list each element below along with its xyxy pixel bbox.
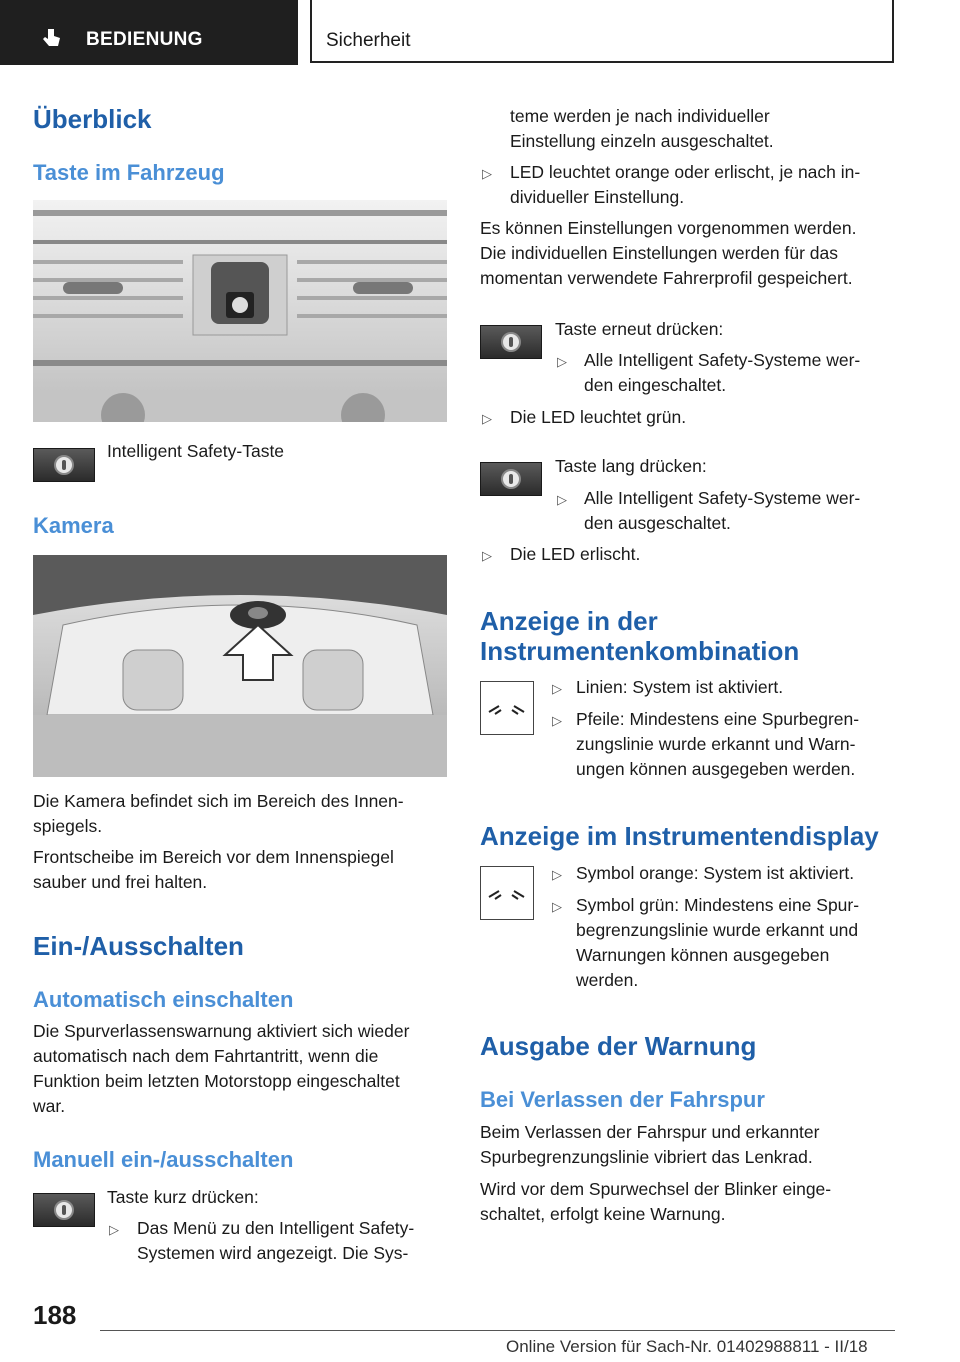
verlassen-text-4: schaltet, erfolgt keine Warnung. xyxy=(480,1204,726,1224)
bullet-icon: ▷ xyxy=(552,867,562,882)
verlassen-text-2: Spurbegrenzungslinie vibriert das Lenkrad. xyxy=(480,1147,813,1167)
bullet-icon: ▷ xyxy=(109,1222,119,1237)
verlassen-text-3: Wird vor dem Spurwechsel der Blinker einge- xyxy=(480,1179,832,1199)
led-aus-text: Die LED erlischt. xyxy=(510,544,641,564)
anzeige1-bullet-1: Linien: System ist aktiviert. xyxy=(576,677,784,697)
anzeige1-bullet-2a: Pfeile: Mindestens eine Spurbegren- xyxy=(576,709,860,729)
taste-caption: Intelligent Safety-Taste xyxy=(107,441,285,461)
heading-anzeige-kombi-b: Instrumentenkombination xyxy=(480,636,800,666)
heading-anzeige-kombi-a: Anzeige in der xyxy=(480,606,658,636)
lane-lines-icon xyxy=(480,681,534,735)
heading-taste: Taste im Fahrzeug xyxy=(33,160,225,185)
heading-ein-aus: Ein-/Ausschalten xyxy=(33,931,244,961)
auto-text-1: Die Spurverlassenswarnung aktiviert sich wieder xyxy=(33,1021,410,1041)
footer-text: Online Version für Sach-Nr. 01402988811 - II/18 xyxy=(506,1337,868,1356)
chapter-tab[interactable] xyxy=(0,0,298,65)
kamera-text-2a: Frontscheibe im Bereich vor dem Innenspiegel xyxy=(33,847,394,867)
anzeige1-bullet-2b: zungslinie wurde erkannt und Warn- xyxy=(576,734,856,754)
anzeige2-bullet-1: Symbol orange: System ist aktiviert. xyxy=(576,863,855,883)
kamera-text-1a: Die Kamera befindet sich im Bereich des Innen- xyxy=(33,791,404,811)
settings-text-1: Es können Einstellungen vorgenommen werden. xyxy=(480,218,857,238)
bullet-icon: ▷ xyxy=(482,548,492,563)
settings-text-2: Die individuellen Einstellungen werden für das xyxy=(480,243,838,263)
bullet-icon: ▷ xyxy=(557,492,567,507)
erneut-caption: Taste erneut drücken: xyxy=(555,319,724,339)
anzeige2-bullet-2a: Symbol grün: Mindestens eine Spur- xyxy=(576,895,860,915)
anzeige2-bullet-2b: begrenzungslinie wurde erkannt und xyxy=(576,920,859,940)
verlassen-text-1: Beim Verlassen der Fahrspur und erkannter xyxy=(480,1122,820,1142)
settings-text-3: momentan verwendete Fahrerprofil gespeichert. xyxy=(480,268,853,288)
chapter-title: BEDIENUNG xyxy=(86,29,203,50)
bullet-icon: ▷ xyxy=(482,166,492,181)
heading-verlassen: Bei Verlassen der Fahrspur xyxy=(480,1087,765,1112)
heading-manuell: Manuell ein-/ausschalten xyxy=(33,1147,294,1172)
manuell-caption: Taste kurz drücken: xyxy=(107,1187,259,1207)
anzeige1-bullet-2c: ungen können ausgegeben werden. xyxy=(576,759,856,779)
topic-title: Sicherheit xyxy=(326,30,411,51)
lang-caption: Taste lang drücken: xyxy=(555,456,707,476)
lane-lines-icon xyxy=(480,866,534,920)
kamera-text-2b: sauber und frei halten. xyxy=(33,872,208,892)
led-text-b: dividueller Einstellung. xyxy=(510,187,685,207)
anzeige2-bullet-2d: werden. xyxy=(576,970,639,990)
kamera-text-1b: spiegels. xyxy=(33,816,103,836)
heading-kamera: Kamera xyxy=(33,513,114,538)
heading-ueberblick: Überblick xyxy=(33,104,152,134)
safety-button-image xyxy=(480,462,542,496)
auto-text-3: Funktion beim letzten Motorstopp eingeschaltet xyxy=(33,1071,400,1091)
manuell-bullet-1a: Das Menü zu den Intelligent Safety- xyxy=(137,1218,415,1238)
erneut-bullet-a: Alle Intelligent Safety-Systeme wer- xyxy=(584,350,861,370)
lang-bullet-b: den ausgeschaltet. xyxy=(584,513,731,533)
bullet-icon: ▷ xyxy=(552,681,562,696)
anzeige2-bullet-2c: Warnungen können ausgegeben xyxy=(576,945,830,965)
bullet-icon: ▷ xyxy=(482,411,492,426)
bullet-icon: ▷ xyxy=(552,713,562,728)
safety-button-image xyxy=(33,1193,95,1227)
bullet-icon: ▷ xyxy=(557,354,567,369)
heading-automatisch: Automatisch einschalten xyxy=(33,987,294,1012)
bullet-icon: ▷ xyxy=(552,899,562,914)
lang-bullet-a: Alle Intelligent Safety-Systeme wer- xyxy=(584,488,861,508)
heading-anzeige-display: Anzeige im Instrumentendisplay xyxy=(480,821,879,851)
auto-text-4: war. xyxy=(33,1096,66,1116)
page-number: 188 xyxy=(33,1300,77,1330)
manuell-bullet-1b: Systemen wird angezeigt. Die Sys- xyxy=(137,1243,409,1263)
hand-pointer-icon xyxy=(40,26,64,50)
dashboard-button-photo xyxy=(33,200,447,422)
cont-text-a: teme werden je nach individueller xyxy=(510,106,770,126)
safety-button-image xyxy=(33,448,95,482)
footer-divider xyxy=(100,1330,895,1331)
heading-ausgabe: Ausgabe der Warnung xyxy=(480,1031,757,1061)
camera-photo xyxy=(33,555,447,777)
erneut-bullet-b: den eingeschaltet. xyxy=(584,375,727,395)
auto-text-2: automatisch nach dem Fahrtantritt, wenn die xyxy=(33,1046,379,1066)
led-gruen-text: Die LED leuchtet grün. xyxy=(510,407,687,427)
safety-button-image xyxy=(480,325,542,359)
cont-text-b: Einstellung einzeln ausgeschaltet. xyxy=(510,131,774,151)
led-text-a: LED leuchtet orange oder erlischt, je nach in- xyxy=(510,162,861,182)
